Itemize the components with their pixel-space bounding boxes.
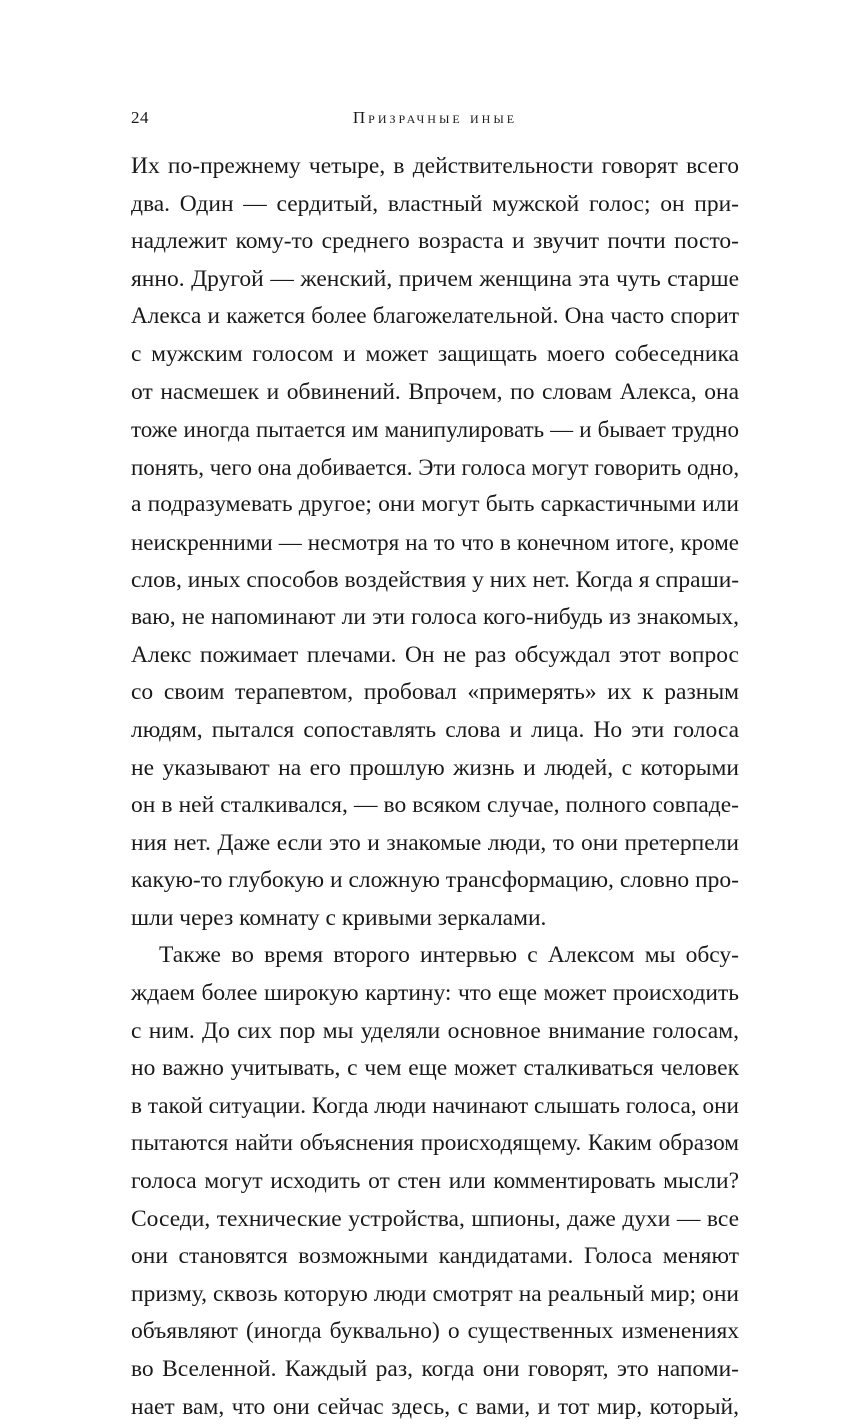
text-line: ждаем более широкую картину: что еще может происходить <box>131 980 739 1007</box>
text-line: понять, чего она добивается. Эти голоса могут говорить одно, <box>131 454 740 480</box>
text-line: нает вам, что они сейчас здесь, с вами, и тот мир, который, <box>131 1393 739 1420</box>
book-title: Призрачные иные <box>352 108 518 127</box>
text-line: со своим терапевтом, пробовал «примерять» их к разным <box>131 679 739 706</box>
text-line: они становятся возможными кандидатами. Голоса меняют <box>131 1243 739 1270</box>
text-line: с мужским голосом и может защищать моего собеседника <box>131 340 739 367</box>
text-line: призму, сквозь которую люди смотрят на реальный мир; они <box>131 1280 739 1307</box>
paragraph <box>131 148 739 937</box>
text-line: надлежит кому-то среднего возраста и звучит почти посто- <box>131 228 739 255</box>
text-line: не указывают на его прошлую жизнь и людей, с которыми <box>131 754 739 781</box>
body-text <box>131 148 739 1426</box>
text-line: Также во время второго интервью с Алексом мы обсу- <box>159 942 739 969</box>
text-line: два. Один — сердитый, властный мужской голос; он при- <box>131 190 739 217</box>
text-line: ния нет. Даже если это и знакомые люди, то они претерпели <box>131 829 739 856</box>
text-line: с ним. До сих пор мы уделяли основное внимание голосам, <box>131 1017 739 1044</box>
text-line: ваю, не напоминают ли эти голоса кого-нибудь из знакомых, <box>131 604 739 631</box>
text-line: в такой ситуации. Когда люди начинают слышать голоса, они <box>131 1092 739 1119</box>
running-head <box>131 108 739 132</box>
paragraph <box>131 937 739 1426</box>
text-line: Алекса и кажется более благожелательной. Она часто спорит <box>131 303 739 330</box>
text-line: шли через комнату с кривыми зеркалами. <box>131 904 547 931</box>
page-number: 24 <box>131 108 149 127</box>
text-line: он в ней сталкивался, — во всяком случае, полного совпаде- <box>131 792 739 819</box>
text-line: неискренними — несмотря на то что в конечном итоге, кроме <box>131 529 739 555</box>
text-line: от насмешек и обвинений. Впрочем, по словам Алекса, она <box>131 378 739 405</box>
text-line: какую-то глубокую и сложную трансформацию, словно про- <box>131 867 739 894</box>
text-line: янно. Другой — женский, причем женщина эта чуть старше <box>131 265 739 292</box>
text-line: Соседи, технические устройства, шпионы, даже духи — все <box>131 1205 739 1232</box>
text-line: людям, пытался сопоставлять слова и лица. Но эти голоса <box>131 716 739 743</box>
text-line: голоса могут исходить от стен или комментировать мысли? <box>131 1168 739 1195</box>
text-line: объявляют (иногда буквально) о существенных изменениях <box>131 1318 739 1345</box>
text-line: слов, иных способов воздействия у них нет. Когда я спраши- <box>131 566 740 593</box>
text-line: Их по-прежнему четыре, в действительности говорят всего <box>131 153 739 179</box>
text-line: Алекс пожимает плечами. Он не раз обсуждал этот вопрос <box>131 641 739 668</box>
text-line: во Вселенной. Каждый раз, когда они говорят, это напоми- <box>131 1356 739 1382</box>
text-line: тоже иногда пытается им манипулировать — и бывает трудно <box>131 417 739 443</box>
text-line: а подразумевать другое; они могут быть саркастичными или <box>131 491 739 518</box>
text-line: но важно учитывать, с чем еще может сталкиваться человек <box>131 1055 739 1082</box>
text-line: пытаются найти объяснения происходящему. Каким образом <box>131 1130 739 1157</box>
